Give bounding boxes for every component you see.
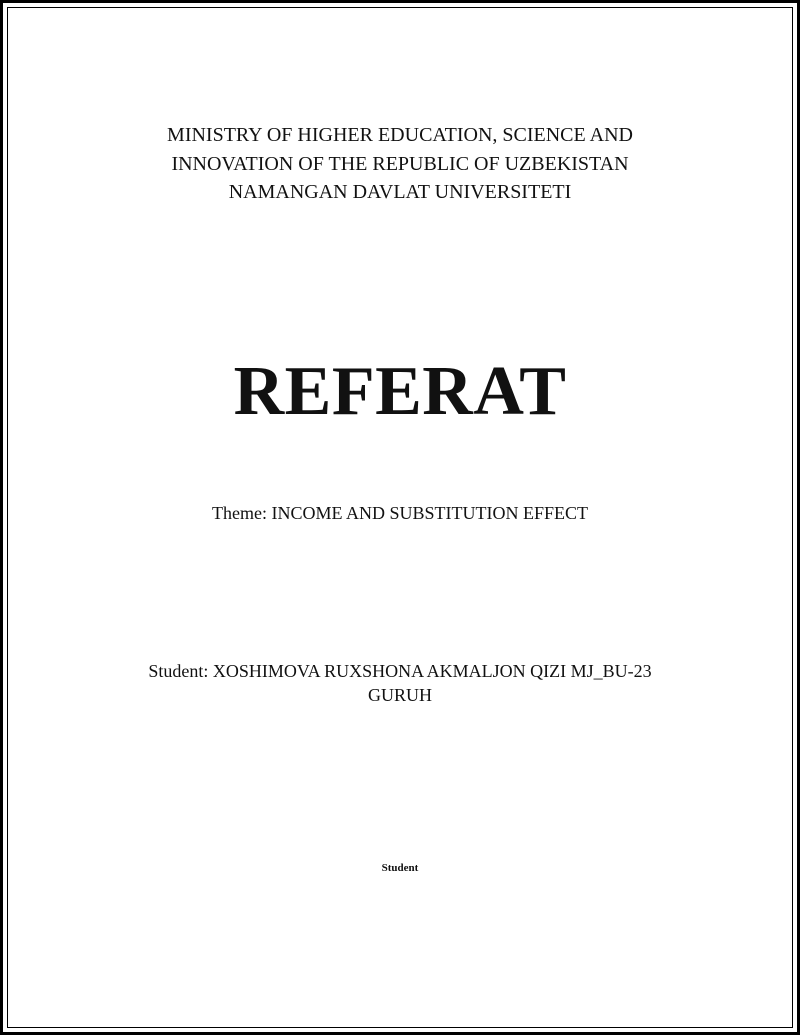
ministry-line-1: MINISTRY OF HIGHER EDUCATION, SCIENCE AND: [167, 124, 633, 146]
student-line-2: GURUH: [367, 685, 432, 705]
student-info: [0, 659, 800, 707]
university-name: NAMANGAN DAVLAT UNIVERSITETI: [228, 181, 572, 203]
document-title: REFERAT: [233, 353, 567, 430]
student-label: Student: [381, 862, 419, 874]
ministry-header: [0, 121, 800, 207]
student-line-1: Student: XOSHIMOVA RUXSHONA AKMALJON QIZI MJ_BU-23: [148, 661, 652, 681]
theme-line: Theme: INCOME AND SUBSTITUTION EFFECT: [212, 503, 588, 523]
ministry-line-2: INNOVATION OF THE REPUBLIC OF UZBEKISTAN: [171, 152, 629, 175]
